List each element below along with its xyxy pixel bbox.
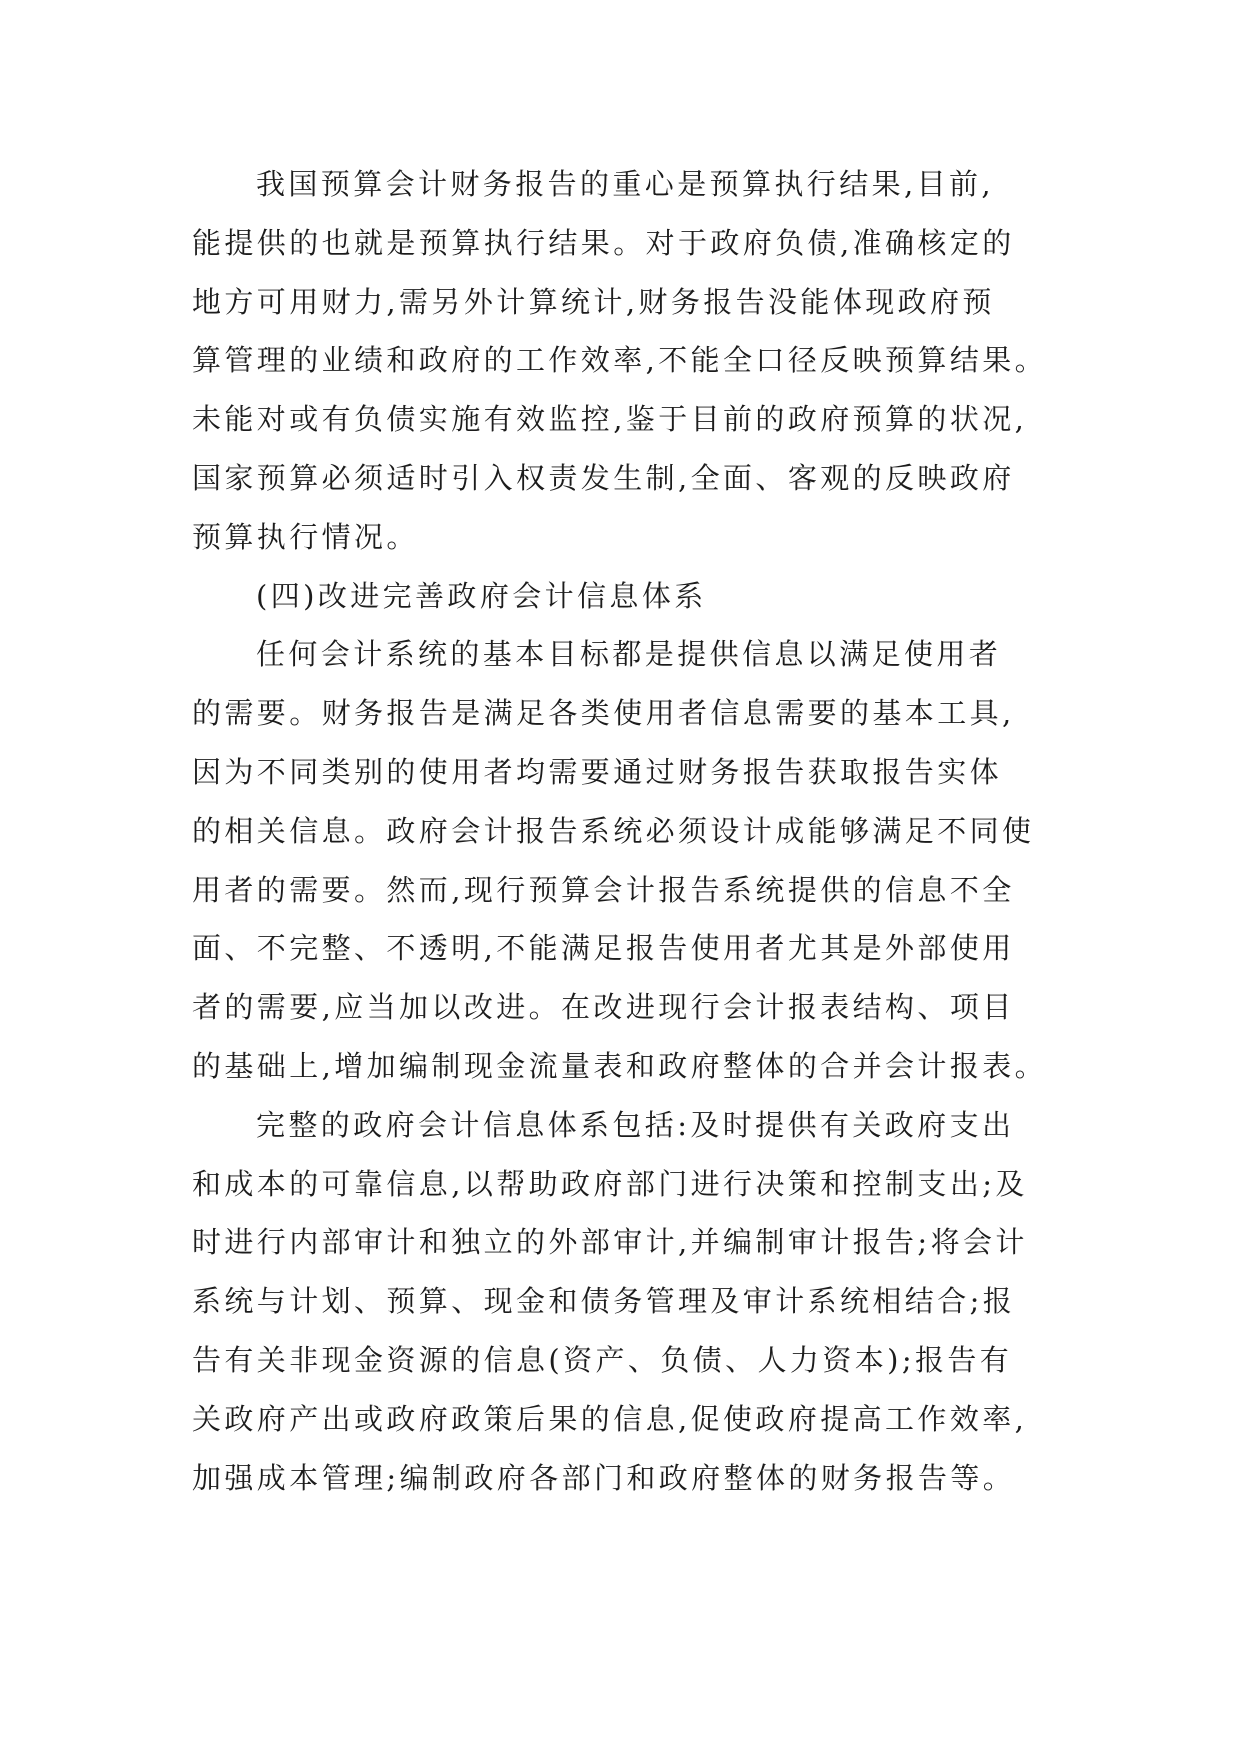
paragraph-line: 用者的需要。然而,现行预算会计报告系统提供的信息不全 bbox=[192, 872, 1015, 907]
paragraph-line: 能提供的也就是预算执行结果。对于政府负债,准确核定的 bbox=[192, 225, 1015, 260]
paragraph-line: 因为不同类别的使用者均需要通过财务报告获取报告实体 bbox=[192, 754, 1003, 789]
paragraph-info-system bbox=[192, 1096, 1052, 1508]
paragraph-accounting-goal bbox=[192, 625, 1052, 1095]
paragraph-line: 完整的政府会计信息体系包括:及时提供有关政府支出 bbox=[256, 1107, 1015, 1142]
section-heading-4 bbox=[192, 567, 1052, 626]
section-heading-text: (四)改进完善政府会计信息体系 bbox=[256, 578, 707, 613]
paragraph-line: 关政府产出或政府政策后果的信息,促使政府提高工作效率, bbox=[192, 1401, 1028, 1436]
paragraph-budget-report bbox=[192, 155, 1052, 567]
paragraph-line: 国家预算必须适时引入权责发生制,全面、客观的反映政府 bbox=[192, 460, 1015, 495]
paragraph-line: 的需要。财务报告是满足各类使用者信息需要的基本工具, bbox=[192, 696, 1015, 731]
paragraph-line: 任何会计系统的基本目标都是提供信息以满足使用者 bbox=[256, 637, 1002, 672]
paragraph-line: 的相关信息。政府会计报告系统必须设计成能够满足不同使 bbox=[192, 813, 1035, 848]
paragraph-line: 者的需要,应当加以改进。在改进现行会计报表结构、项目 bbox=[192, 990, 1015, 1025]
paragraph-line: 面、不完整、不透明,不能满足报告使用者尤其是外部使用 bbox=[192, 931, 1015, 966]
paragraph-line: 系统与计划、预算、现金和债务管理及审计系统相结合;报 bbox=[192, 1284, 1016, 1319]
paragraph-line: 告有关非现金资源的信息(资产、负债、人力资本);报告有 bbox=[192, 1342, 1013, 1377]
paragraph-line: 预算执行情况。 bbox=[192, 519, 419, 554]
document-body bbox=[192, 155, 1052, 1507]
paragraph-line: 时进行内部审计和独立的外部审计,并编制审计报告;将会计 bbox=[192, 1225, 1028, 1260]
paragraph-line: 我国预算会计财务报告的重心是预算执行结果,目前, bbox=[256, 167, 995, 201]
paragraph-line: 加强成本管理;编制政府各部门和政府整体的财务报告等。 bbox=[192, 1460, 1016, 1495]
paragraph-line: 地方可用财力,需另外计算统计,财务报告没能体现政府预 bbox=[192, 284, 995, 319]
paragraph-line: 算管理的业绩和政府的工作效率,不能全口径反映预算结果。 bbox=[192, 343, 1048, 378]
paragraph-line: 未能对或有负债实施有效监控,鉴于目前的政府预算的状况, bbox=[192, 402, 1028, 437]
paragraph-line: 和成本的可靠信息,以帮助政府部门进行决策和控制支出;及 bbox=[192, 1166, 1028, 1201]
paragraph-line: 的基础上,增加编制现金流量表和政府整体的合并会计报表。 bbox=[192, 1048, 1048, 1083]
